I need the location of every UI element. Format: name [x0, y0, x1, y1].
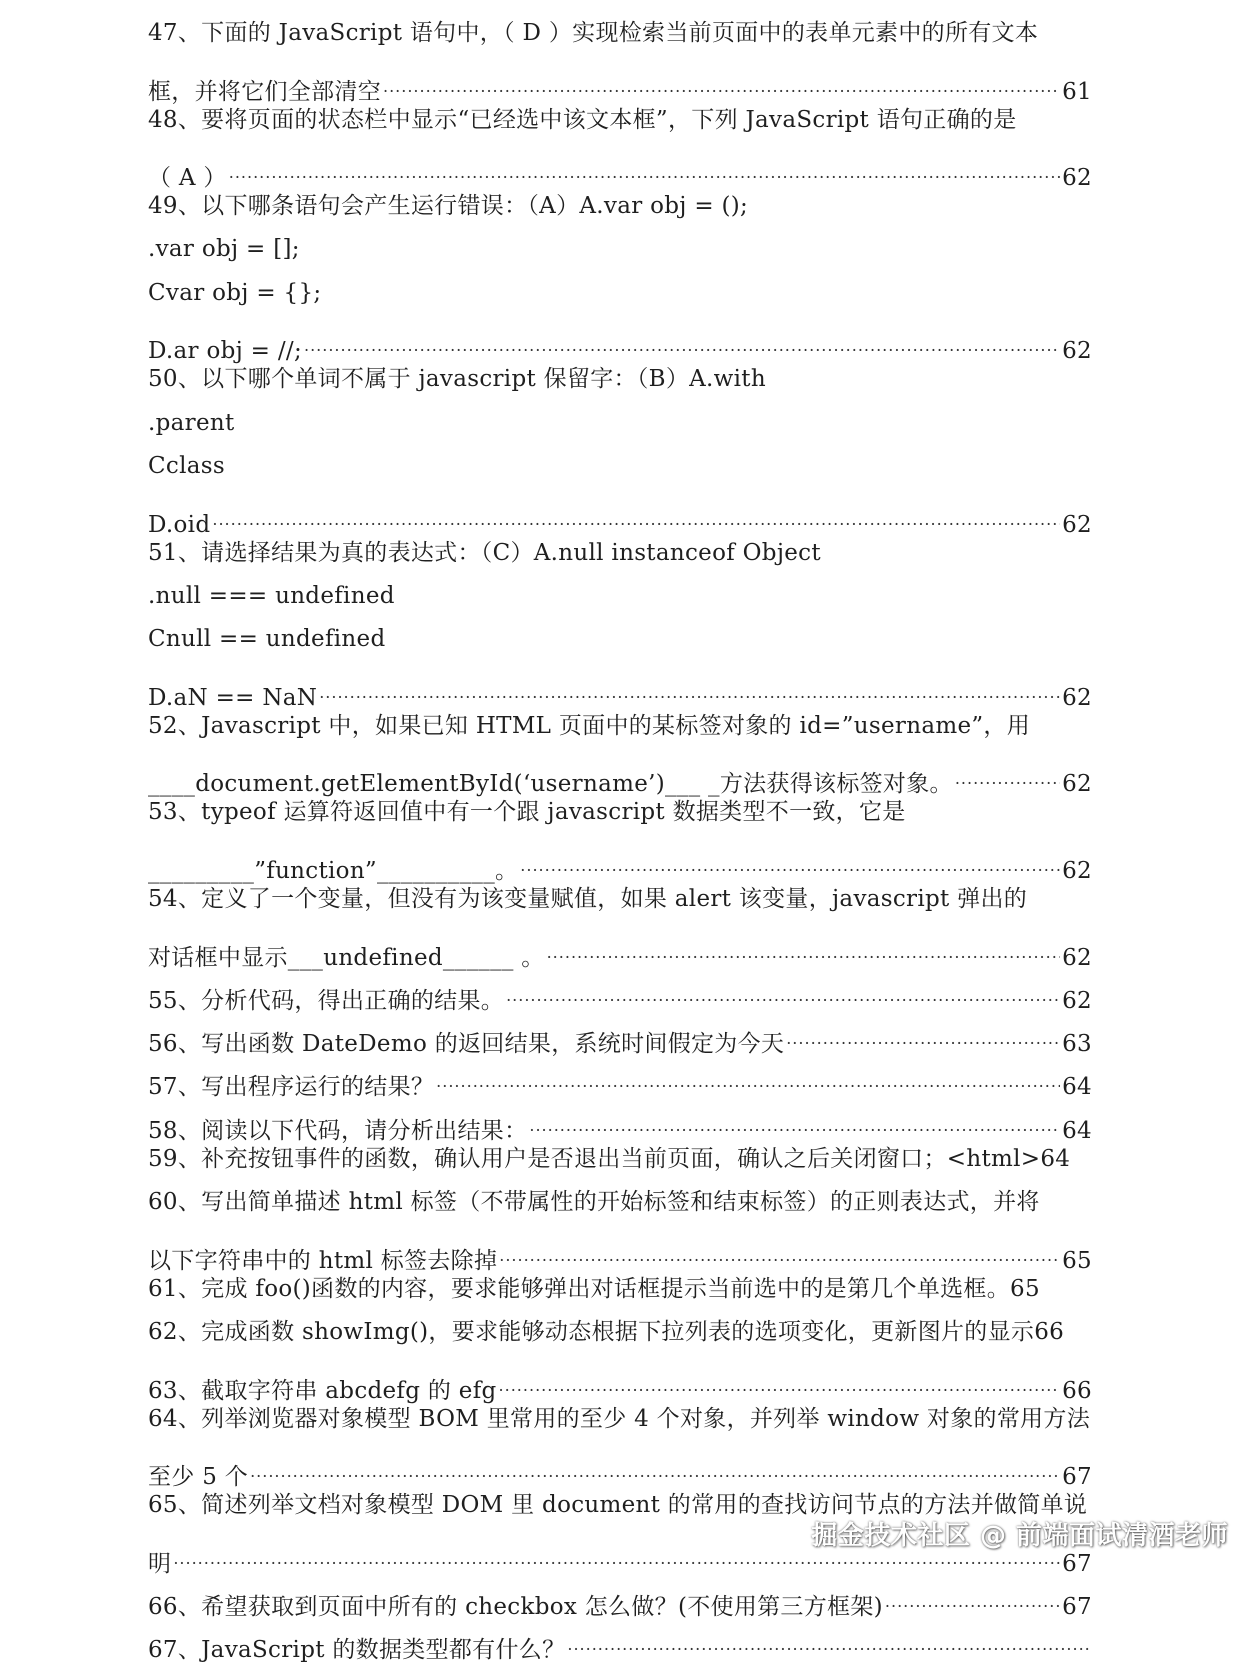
dot-leader — [250, 1441, 1060, 1484]
dot-leader — [567, 1614, 1090, 1657]
toc-line-text: 49、以下哪条语句会产生运行错误：（A）A.var obj = (); — [148, 193, 749, 220]
toc-line — [148, 1354, 1092, 1404]
toc-line-text: D.oid — [148, 511, 211, 538]
toc-line-text: 67、JavaScript 的数据类型都有什么？ — [148, 1637, 566, 1664]
toc-page-number: 62 — [1062, 771, 1092, 798]
toc-page-number: 67 — [1062, 1464, 1092, 1491]
toc-line — [148, 1441, 1092, 1491]
toc-page-number: 64 — [1062, 1074, 1092, 1101]
toc-line-text: .null === undefined — [148, 582, 395, 609]
toc-page-number: 62 — [1062, 987, 1092, 1014]
toc-line — [148, 402, 1092, 445]
toc-line — [148, 878, 1092, 921]
toc-line — [148, 445, 1092, 488]
toc-line-text: 60、写出简单描述 html 标签（不带属性的开始标签和结束标签）的正则表达式，并将 — [148, 1189, 1040, 1216]
toc-line — [148, 1398, 1092, 1441]
toc-line-text: Cvar obj = {}; — [148, 279, 322, 306]
dot-leader — [499, 1224, 1060, 1267]
toc-line-text: 47、下面的 JavaScript 语句中，（ D ）实现检索当前页面中的表单元素中的所有文本 — [148, 20, 1039, 46]
toc-page-number: 64 — [1062, 1117, 1092, 1144]
toc-line — [148, 228, 1092, 271]
dot-leader — [529, 1094, 1060, 1137]
dot-leader — [506, 965, 1060, 1008]
toc-line-text: D.aN == NaN — [148, 684, 318, 711]
toc-line — [148, 1181, 1092, 1224]
toc-line-text: 61、完成 foo()函数的内容，要求能够弹出对话框提示当前选中的是第几个单选框。65 — [148, 1275, 1040, 1302]
toc-line-text: 以下字符串中的 html 标签去除掉 — [148, 1247, 498, 1274]
toc-line-text: D.ar obj = //; — [148, 338, 302, 365]
toc-page-number: 65 — [1062, 1247, 1092, 1274]
toc-line — [148, 272, 1092, 315]
toc-line — [148, 358, 1092, 401]
toc-page-number: 62 — [1062, 165, 1092, 192]
dot-leader — [304, 315, 1060, 358]
toc-line — [148, 835, 1092, 884]
dot-leader — [436, 1051, 1060, 1094]
toc-line-text: 57、写出程序运行的结果？ — [148, 1074, 435, 1101]
toc-page-number: 66 — [1062, 1377, 1092, 1404]
dot-leader — [319, 661, 1060, 704]
toc-line-text: 明 — [148, 1550, 172, 1577]
toc-line — [148, 921, 1092, 971]
toc-page-number: 62 — [1062, 857, 1092, 884]
toc-line-text: 62、完成函数 showImg()，要求能够动态根据下拉列表的选项变化，更新图片的显示66 — [148, 1318, 1065, 1345]
toc-line — [148, 1268, 1092, 1311]
toc-line — [148, 532, 1092, 575]
toc-line-text: 59、补充按钮事件的函数，确认用户是否退出当前页面，确认之后关闭窗口；<html>64 — [148, 1145, 1071, 1172]
toc-line — [148, 12, 1092, 55]
toc-line — [148, 185, 1092, 228]
toc-line-text: 对话框中显示___undefined______ 。 — [148, 944, 545, 971]
toc-line-text: 58、阅读以下代码，请分析出结果： — [148, 1117, 528, 1144]
toc-line-text: 66、希望获取到页面中所有的 checkbox 怎么做？(不使用第三方框架) — [148, 1593, 883, 1620]
toc-line-text: ____document.getElementById(‘username’)___ _方法获得该标签对象。 — [148, 771, 953, 798]
toc-line — [148, 748, 1092, 798]
toc-line — [148, 1571, 1092, 1620]
toc-line-text: Cclass — [148, 452, 225, 479]
toc-line-text: Cnull == undefined — [148, 626, 386, 653]
dot-leader — [520, 835, 1060, 878]
toc-line — [148, 488, 1092, 538]
toc-line — [148, 618, 1092, 661]
dot-leader — [229, 142, 1060, 185]
toc-line-text: 48、要将页面的状态栏中显示“已经选中该文本框”，下列 JavaScript 语句正确的是 — [148, 106, 1017, 133]
toc-line — [148, 1138, 1092, 1181]
toc-line-text: 框，并将它们全部清空 — [148, 78, 381, 105]
toc-page-number: 63 — [1062, 1031, 1092, 1058]
toc-line-text: 50、以下哪个单词不属于 javascript 保留字：（B）A.with — [148, 366, 766, 393]
toc-line-text: .var obj = []; — [148, 236, 300, 263]
toc-page-number: 67 — [1062, 1550, 1092, 1577]
toc-line — [148, 575, 1092, 618]
dot-leader — [786, 1008, 1060, 1051]
watermark: 掘金技术社区 @ 前端面试清酒老师 — [811, 1521, 1228, 1551]
toc-line-text: 63、截取字符串 abcdefg 的 efg — [148, 1377, 497, 1404]
toc-line-text: _________”function”__________。 — [148, 857, 519, 884]
toc-line-text: .parent — [148, 409, 235, 436]
dot-leader — [212, 488, 1060, 531]
toc-list — [148, 12, 1092, 1664]
toc-line — [148, 55, 1092, 105]
toc-line-text: （ A ） — [148, 165, 227, 192]
dot-leader — [955, 748, 1060, 791]
toc-line-text: 64、列举浏览器对象模型 BOM 里常用的至少 4 个对象，并列举 window 对象的常用方法 — [148, 1405, 1091, 1432]
toc-line-text: 至少 5 个 — [148, 1464, 249, 1491]
toc-page-number: 67 — [1062, 1593, 1092, 1620]
toc-page-number: 61 — [1062, 78, 1092, 105]
dot-leader — [547, 921, 1061, 964]
toc-page-number: 62 — [1062, 684, 1092, 711]
toc-line — [148, 1224, 1092, 1274]
toc-line-text: 52、Javascript 中，如果已知 HTML 页面中的某标签对象的 id=”username”，用 — [148, 712, 1031, 739]
toc-line-text: 54、定义了一个变量，但没有为该变量赋值，如果 alert 该变量，javascript 弹出的 — [148, 885, 1028, 912]
toc-line-text: 65、简述列举文档对象模型 DOM 里 document 的常用的查找访问节点的方法并做简单说 — [148, 1492, 1088, 1519]
toc-line — [148, 1311, 1092, 1354]
toc-line-text: 55、分析代码，得出正确的结果。 — [148, 987, 505, 1014]
toc-page-number: 62 — [1062, 338, 1092, 365]
toc-line — [148, 315, 1092, 365]
toc-line-text: 51、请选择结果为真的表达式：（C）A.null instanceof Object — [148, 539, 821, 566]
toc-line — [148, 99, 1092, 142]
toc-line — [148, 705, 1092, 748]
toc-line — [148, 661, 1092, 711]
toc-page-number: 62 — [1062, 511, 1092, 538]
dot-leader — [383, 55, 1060, 98]
toc-page-number: 62 — [1062, 944, 1092, 971]
dot-leader — [885, 1571, 1060, 1614]
toc-line — [148, 142, 1092, 192]
toc-line-text: 56、写出函数 DateDemo 的返回结果，系统时间假定为今天 — [148, 1031, 785, 1058]
dot-leader — [499, 1354, 1061, 1397]
toc-line-text: 53、typeof 运算符返回值中有一个跟 javascript 数据类型不一致，它是 — [148, 799, 906, 826]
